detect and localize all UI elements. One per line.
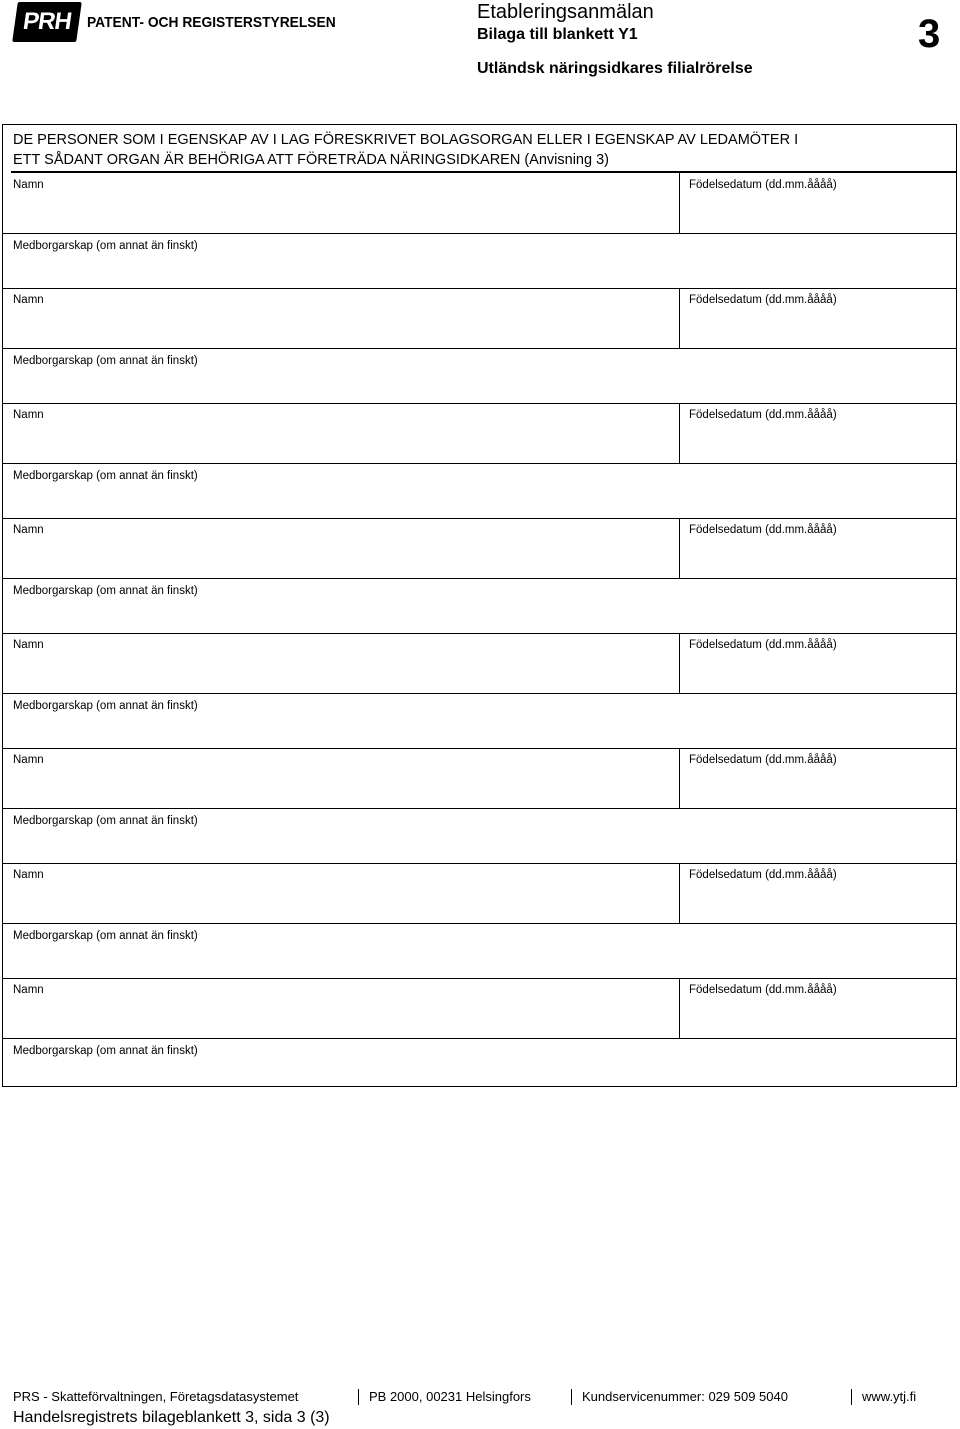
- birthdate-input[interactable]: [680, 173, 956, 233]
- name-field-label: Namn: [13, 639, 44, 651]
- person-citizenship-row: [3, 464, 956, 519]
- person-name-row: [3, 288, 956, 349]
- person-citizenship-row: [3, 809, 956, 864]
- document-subtitle-2: Utländsk näringsidkares filialrörelse: [477, 60, 753, 77]
- form-heading: [13, 130, 953, 170]
- citizenship-input[interactable]: [3, 924, 956, 978]
- birthdate-input[interactable]: [680, 863, 956, 923]
- prh-logo: [15, 2, 357, 42]
- person-citizenship-row: [3, 579, 956, 634]
- person-name-row: [3, 863, 956, 924]
- footer-address: PB 2000, 00231 Helsingfors: [369, 1389, 531, 1404]
- citizenship-field-label: Medborgarskap (om annat än finskt): [13, 815, 198, 827]
- form-heading-line-2: ETT SÅDANT ORGAN ÄR BEHÖRIGA ATT FÖRETRÄDA NÄRINGSIDKAREN (Anvisning 3): [13, 152, 609, 168]
- person-name-row: [3, 173, 956, 234]
- birthdate-field-label: Födelsedatum (dd.mm.åååå): [689, 639, 837, 651]
- representatives-form: [2, 124, 957, 1087]
- citizenship-input[interactable]: [3, 349, 956, 403]
- birthdate-input[interactable]: [680, 748, 956, 808]
- name-input[interactable]: [3, 633, 679, 693]
- logo-mark: PRH: [12, 2, 82, 42]
- name-field-label: Namn: [13, 869, 44, 881]
- footer-web-link[interactable]: www.ytj.fi: [862, 1389, 917, 1404]
- birthdate-field-label: Födelsedatum (dd.mm.åååå): [689, 984, 837, 996]
- citizenship-input[interactable]: [3, 1039, 956, 1093]
- birthdate-field-label: Födelsedatum (dd.mm.åååå): [689, 869, 837, 881]
- citizenship-field-label: Medborgarskap (om annat än finskt): [13, 355, 198, 367]
- citizenship-input[interactable]: [3, 464, 956, 518]
- person-name-row: [3, 748, 956, 809]
- citizenship-field-label: Medborgarskap (om annat än finskt): [13, 700, 198, 712]
- form-heading-line-1: DE PERSONER SOM I EGENSKAP AV I LAG FÖRESKRIVET BOLAGSORGAN ELLER I EGENSKAP AV LEDAMÖTER I: [13, 132, 799, 148]
- citizenship-field-label: Medborgarskap (om annat än finskt): [13, 240, 198, 252]
- birthdate-input[interactable]: [680, 633, 956, 693]
- birthdate-input[interactable]: [680, 403, 956, 463]
- footer-separator: [851, 1389, 852, 1405]
- birthdate-field-label: Födelsedatum (dd.mm.åååå): [689, 179, 837, 191]
- footer-phone: Kundservicenummer: 029 509 5040: [582, 1389, 788, 1404]
- birthdate-field-label: Födelsedatum (dd.mm.åååå): [689, 524, 837, 536]
- name-input[interactable]: [3, 978, 679, 1038]
- name-input[interactable]: [3, 863, 679, 923]
- name-input[interactable]: [3, 288, 679, 348]
- document-subtitle: Bilaga till blankett Y1: [477, 26, 638, 43]
- birthdate-field-label: Födelsedatum (dd.mm.åååå): [689, 409, 837, 421]
- name-field-label: Namn: [13, 754, 44, 766]
- citizenship-input[interactable]: [3, 694, 956, 748]
- citizenship-field-label: Medborgarskap (om annat än finskt): [13, 585, 198, 597]
- person-citizenship-row: [3, 694, 956, 749]
- name-field-label: Namn: [13, 409, 44, 421]
- citizenship-input[interactable]: [3, 234, 956, 288]
- name-field-label: Namn: [13, 524, 44, 536]
- birthdate-input[interactable]: [680, 518, 956, 578]
- name-field-label: Namn: [13, 984, 44, 996]
- document-title: Etableringsanmälan: [477, 1, 654, 23]
- name-input[interactable]: [3, 403, 679, 463]
- citizenship-input[interactable]: [3, 579, 956, 633]
- person-name-row: [3, 978, 956, 1039]
- citizenship-input[interactable]: [3, 809, 956, 863]
- name-field-label: Namn: [13, 179, 44, 191]
- citizenship-field-label: Medborgarskap (om annat än finskt): [13, 930, 198, 942]
- person-citizenship-row: [3, 349, 956, 404]
- person-name-row: [3, 633, 956, 694]
- footer-org: PRS - Skatteförvaltningen, Företagsdatasystemet: [13, 1389, 299, 1404]
- citizenship-field-label: Medborgarskap (om annat än finskt): [13, 1045, 198, 1057]
- person-name-row: [3, 518, 956, 579]
- name-field-label: Namn: [13, 294, 44, 306]
- birthdate-input[interactable]: [680, 288, 956, 348]
- name-input[interactable]: [3, 748, 679, 808]
- birthdate-input[interactable]: [680, 978, 956, 1038]
- person-citizenship-row: [3, 1039, 956, 1093]
- name-input[interactable]: [3, 518, 679, 578]
- birthdate-field-label: Födelsedatum (dd.mm.åååå): [689, 754, 837, 766]
- logo-text: PATENT- OCH REGISTERSTYRELSEN: [87, 13, 336, 31]
- name-input[interactable]: [3, 173, 679, 233]
- page-number: 3: [918, 12, 941, 56]
- person-citizenship-row: [3, 924, 956, 979]
- citizenship-field-label: Medborgarskap (om annat än finskt): [13, 470, 198, 482]
- footer-separator: [571, 1389, 572, 1405]
- person-name-row: [3, 403, 956, 464]
- person-citizenship-row: [3, 234, 956, 289]
- footer-separator: [358, 1389, 359, 1405]
- form-identifier: Handelsregistrets bilageblankett 3, sida 3 (3): [13, 1409, 330, 1426]
- birthdate-field-label: Födelsedatum (dd.mm.åååå): [689, 294, 837, 306]
